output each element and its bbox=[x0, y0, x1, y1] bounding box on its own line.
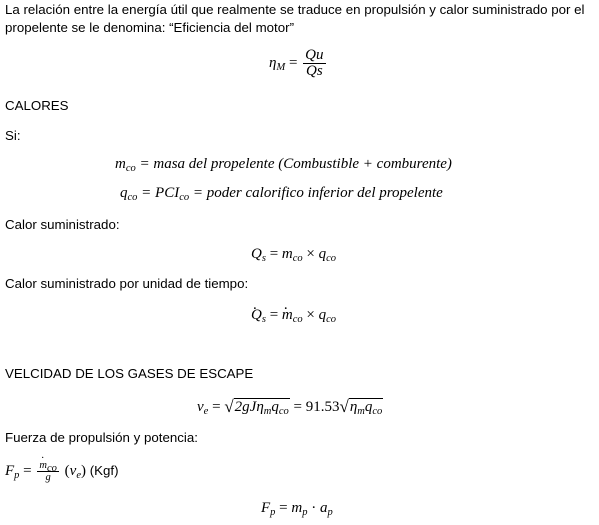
radicand-2: $\eta_mq_{co}$ bbox=[349, 399, 383, 417]
calor-tiempo-label: Calor suministrado por unidad de tiempo: bbox=[5, 276, 249, 291]
velocidad-heading: VELCIDAD DE LOS GASES DE ESCAPE bbox=[5, 366, 254, 381]
equation-qs: $Q_s = m_{co} \times q_{co}$ bbox=[251, 246, 337, 264]
mass-flow-fraction: . $\frac{m_{co}}{g}$ bbox=[37, 460, 59, 483]
efficiency-fraction: $\frac{Qu}{Qs}$ bbox=[305, 47, 324, 79]
equation-efficiency: $\eta_M$ = $\frac{Qu}{Qs}$ bbox=[269, 47, 324, 79]
fuerza-label: Fuerza de propulsión y potencia: bbox=[5, 430, 198, 445]
equation-ve: $v_e = √2gJ\eta_mq_{co} = 91.53√\eta_mq_{co}$ bbox=[197, 397, 383, 417]
equation-fp: $F_p$ = . $\frac{m_{co}}{g}$ $(v_e)$ (Kgf) bbox=[5, 460, 119, 483]
eta-symbol: η bbox=[269, 54, 277, 71]
sqrt-symbol: √ bbox=[339, 397, 349, 416]
equation-fp-2: $F_p = m_p \cdot a_p$ bbox=[261, 500, 333, 518]
radicand-1: $2gJ\eta_mq_{co}$ bbox=[234, 399, 289, 417]
intro-line-2: propelente se le denomina: “Eficiencia del motor” bbox=[5, 20, 294, 35]
equation-mass: $m_{co}$ = masa del propelente (Combustible + comburente) bbox=[115, 156, 452, 174]
calores-heading: CALORES bbox=[5, 98, 69, 113]
intro-line-1: La relación entre la energía útil que realmente se traduce en propulsión y calor suministrado por el bbox=[5, 2, 585, 17]
sqrt-symbol: √ bbox=[224, 397, 234, 416]
equation-pci: $q_{co} = PCI_{co}$ = poder calorifico inferior del propelente bbox=[120, 185, 443, 203]
calor-suministrado-label: Calor suministrado: bbox=[5, 217, 120, 232]
si-label: Si: bbox=[5, 128, 21, 143]
equation-qs-dot: . $Q_s$ = . $m_{co} \times q_{co}$ bbox=[251, 307, 336, 324]
